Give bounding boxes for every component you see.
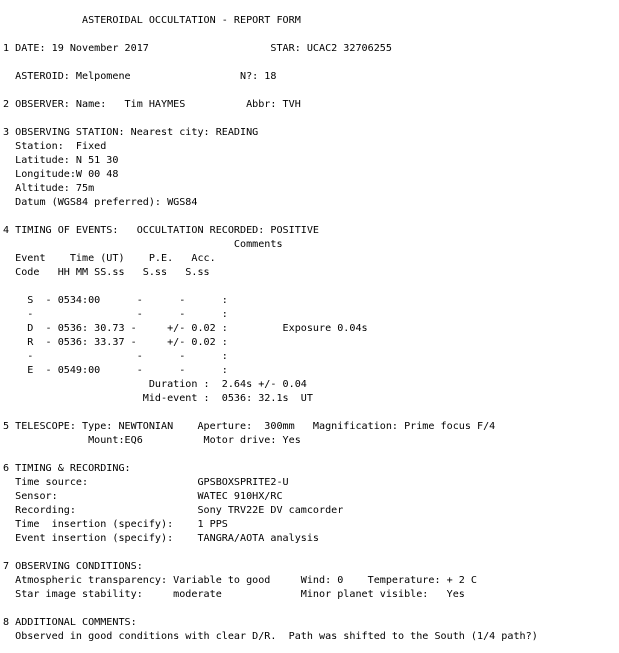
timing-row: S - 0534:00 - - : [3,295,228,306]
timing-row: - - - : [3,309,228,320]
altitude-line: Altitude: 75m [3,183,95,194]
timing-row: R - 0536: 33.37 - +/- 0.02 : [3,337,228,348]
longitude-line: Longitude:W 00 48 [3,169,119,180]
timing-heading: 4 TIMING OF EVENTS: OCCULTATION RECORDED: POSITIVE [3,225,320,236]
comments-heading: 8 ADDITIONAL COMMENTS: [3,617,137,628]
recording-line: Recording: Sony TRV22E DV camcorder [3,505,344,516]
telescope-line: 5 TELESCOPE: Type: NEWTONIAN Aperture: 300mm Magnification: Prime focus F/4 [3,421,496,432]
station-heading: 3 OBSERVING STATION: Nearest city: READING [3,127,259,138]
latitude-line: Latitude: N 51 30 [3,155,119,166]
comments-header: Comments [3,239,283,250]
event-insertion-line: Event insertion (specify): TANGRA/AOTA analysis [3,533,320,544]
time-insertion-line: Time insertion (specify): 1 PPS [3,519,228,530]
datum-line: Datum (WGS84 preferred): WGS84 [3,197,198,208]
recording-heading: 6 TIMING & RECORDING: [3,463,131,474]
transparency-line: Atmospheric transparency: Variable to good Wind: 0 Temperature: + 2 C [3,575,478,586]
time-source-line: Time source: GPSBOXSPRITE2-U [3,477,289,488]
timing-row: E - 0549:00 - - : [3,365,228,376]
conditions-heading: 7 OBSERVING CONDITIONS: [3,561,143,572]
timing-table-header-2: Code HH MM SS.ss S.ss S.ss [3,267,210,278]
station-type: Station: Fixed [3,141,107,152]
stability-line: Star image stability: moderate Minor planet visible: Yes [3,589,465,600]
timing-row: - - - : [3,351,228,362]
observer-line: 2 OBSERVER: Name: Tim HAYMES Abbr: TVH [3,99,301,110]
timing-table-header-1: Event Time (UT) P.E. Acc. [3,253,216,264]
sensor-line: Sensor: WATEC 910HX/RC [3,491,283,502]
asteroid-line: ASTEROID: Melpomene N?: 18 [3,71,277,82]
mount-line: Mount:EQ6 Motor drive: Yes [3,435,301,446]
comments-text: Observed in good conditions with clear D/R. Path was shifted to the South (1/4 path?) [3,631,538,642]
date-star-line: 1 DATE: 19 November 2017 STAR: UCAC2 32706255 [3,43,392,54]
form-title: ASTEROIDAL OCCULTATION - REPORT FORM [3,15,301,26]
duration-line: Duration : 2.64s +/- 0.04 [3,379,307,390]
timing-row: D - 0536: 30.73 - +/- 0.02 : Exposure 0.04s [3,323,368,334]
mid-event-line: Mid-event : 0536: 32.1s UT [3,393,313,404]
